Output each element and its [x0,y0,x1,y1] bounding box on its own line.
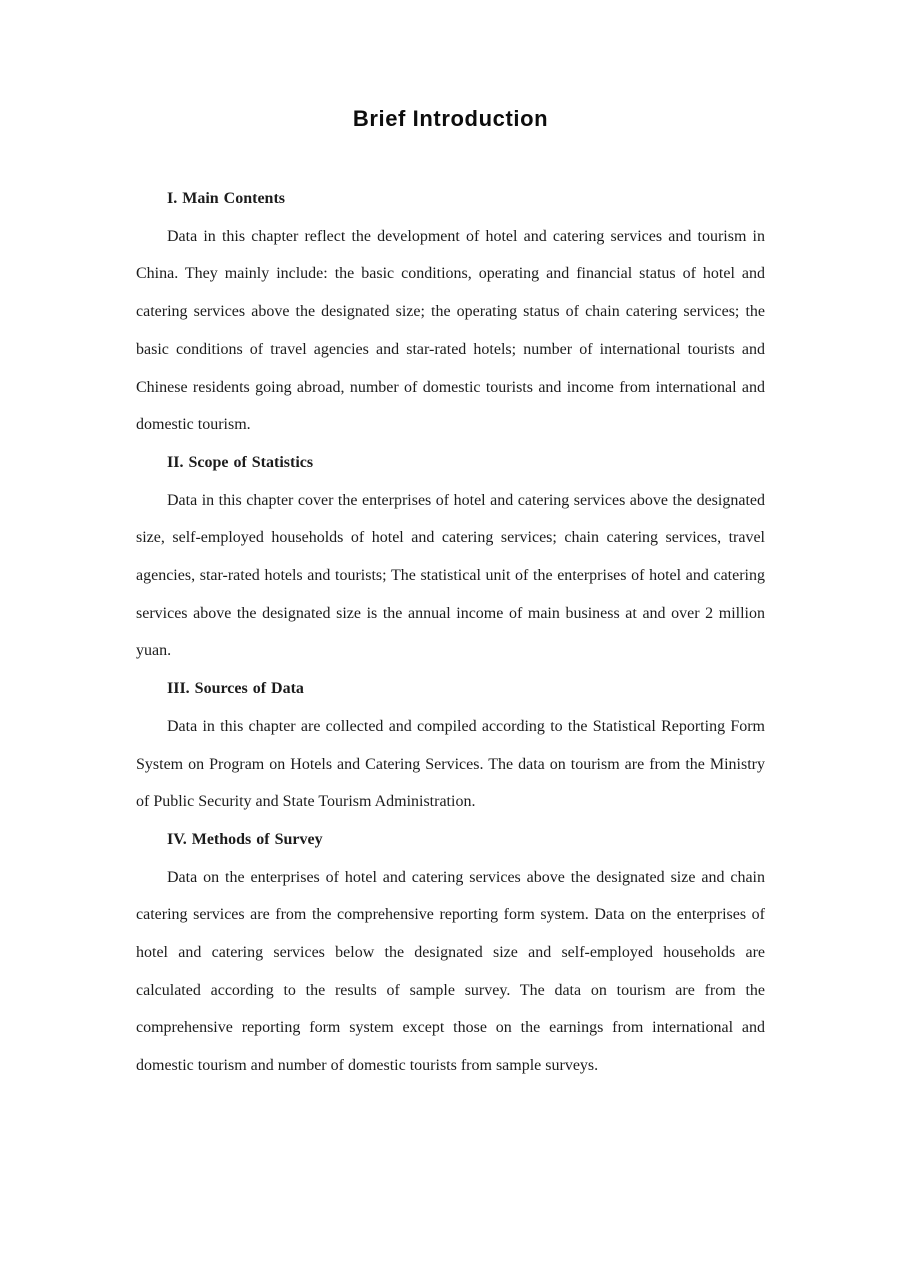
section-paragraph: Data in this chapter are collected and compiled according to the Statistical Reporting Form System on Program on Hotels and Catering Services. The data on tourism are from the Ministry of Public Security and State Tourism Administration. [136,717,765,811]
section-heading: II. Scope of Statistics [167,453,314,471]
section-paragraph: Data in this chapter cover the enterprises of hotel and catering services above the designated size, self-employed households of hotel and catering services; chain catering services, travel agencies, star-rated hotels and tourists; The statistical unit of the enterprises of hotel and catering services above the designated size is the annual income of main business at and over 2 million yuan. [136,491,765,660]
section-heading: III. Sources of Data [167,680,304,698]
section-heading: IV. Methods of Survey [167,830,323,848]
page-title: Brief Introduction [352,106,549,131]
section-heading: I. Main Contents [167,190,286,207]
section-paragraph: Data on the enterprises of hotel and catering services above the designated size and chain catering services are from the comprehensive reporting form system. Data on the enterprises of hotel and catering services below the designated size and self-employed households are calculated according to the results of sample survey. The data on tourism are from the comprehensive reporting form system except those on the earnings from international and domestic tourism and number of domestic tourists from sample surveys. [136,868,765,1075]
document-body [136,180,765,1085]
section-paragraph: Data in this chapter reflect the development of hotel and catering services and tourism in China. They mainly include: the basic conditions, operating and financial status of hotel and catering services above the designated size; the operating status of chain catering services; the basic conditions of travel agencies and star-rated hotels; number of international tourists and Chinese residents going abroad, number of domestic tourists and income from international and domestic tourism. [136,227,765,434]
section-sources-of-data [136,670,765,821]
section-methods-of-survey [136,821,765,1085]
section-main-contents [136,180,765,444]
section-scope-of-statistics [136,444,765,670]
